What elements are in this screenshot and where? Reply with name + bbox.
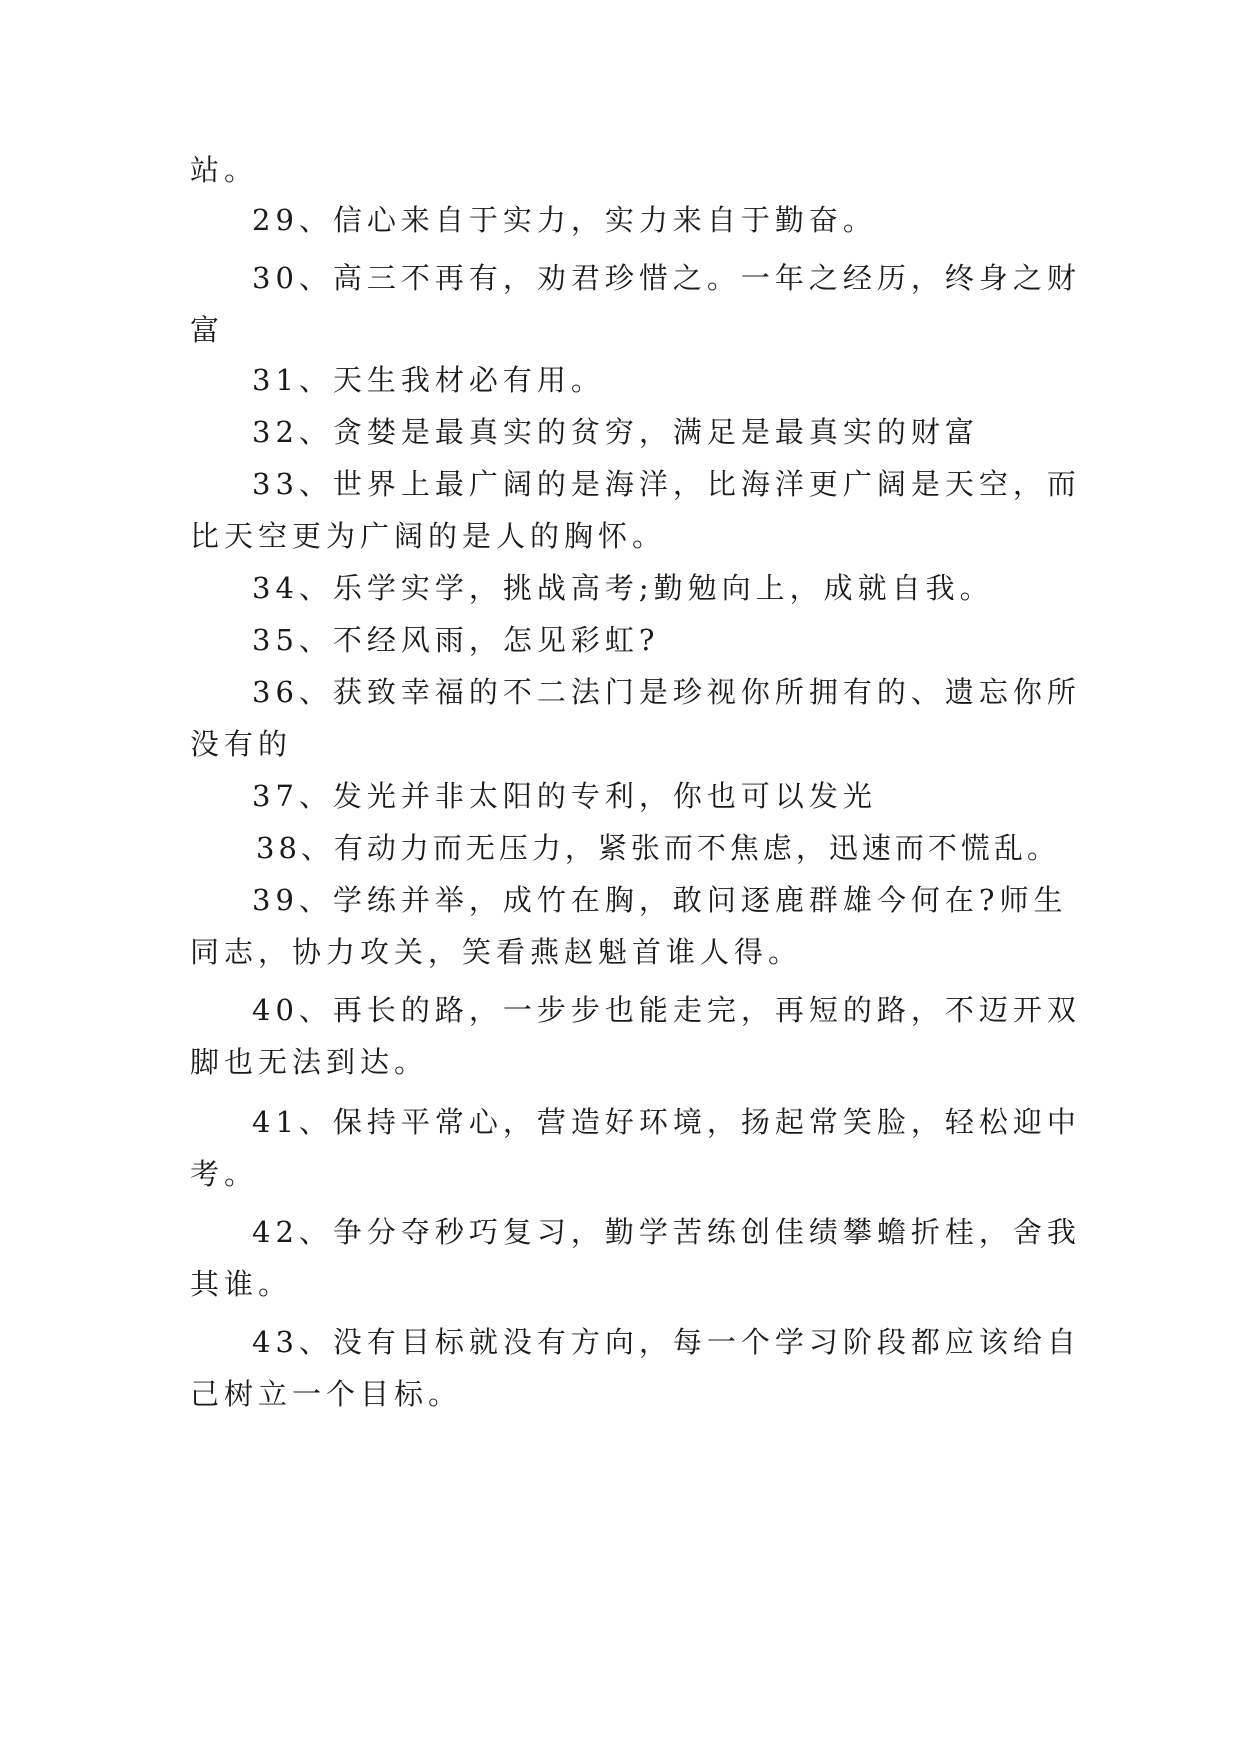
quote-39: 39、学练并举，成竹在胸，敢问逐鹿群雄今何在?师生 bbox=[252, 883, 1068, 917]
quote-39-continuation: 同志，协力攻关，笑看燕赵魁首谁人得。 bbox=[190, 935, 803, 969]
quote-43: 43、没有目标就没有方向，每一个学习阶段都应该给自 bbox=[252, 1325, 1081, 1359]
quote-34: 34、乐学实学，挑战高考;勤勉向上，成就自我。 bbox=[252, 571, 994, 605]
quote-33: 33、世界上最广阔的是海洋，比海洋更广阔是天空，而 bbox=[252, 467, 1081, 501]
quote-35: 35、不经风雨，怎见彩虹? bbox=[252, 623, 660, 657]
quote-31: 31、天生我材必有用。 bbox=[252, 363, 605, 397]
quote-37: 37、发光并非太阳的专利，你也可以发光 bbox=[252, 779, 877, 813]
quote-33-continuation: 比天空更为广阔的是人的胸怀。 bbox=[190, 519, 667, 553]
quote-29: 29、信心来自于实力，实力来自于勤奋。 bbox=[252, 203, 877, 237]
quote-30: 30、高三不再有，劝君珍惜之。一年之经历，终身之财 bbox=[252, 261, 1081, 295]
quote-30-continuation: 富 bbox=[190, 313, 225, 347]
quote-42-continuation: 其谁。 bbox=[190, 1267, 293, 1301]
quote-40: 40、再长的路，一步步也能走完，再短的路，不迈开双 bbox=[252, 993, 1081, 1027]
quote-40-continuation: 脚也无法到达。 bbox=[190, 1045, 429, 1079]
quote-38: 38、有动力而无压力，紧张而不焦虑，迅速而不慌乱。 bbox=[256, 831, 1060, 865]
quote-36: 36、获致幸福的不二法门是珍视你所拥有的、遗忘你所 bbox=[252, 675, 1081, 709]
quote-41-continuation: 考。 bbox=[190, 1157, 259, 1191]
text-line-continuation: 站。 bbox=[190, 153, 259, 187]
quote-36-continuation: 没有的 bbox=[190, 727, 293, 761]
quote-32: 32、贪婪是最真实的贫穷，满足是最真实的财富 bbox=[252, 415, 979, 449]
quote-42: 42、争分夺秒巧复习，勤学苦练创佳绩攀蟾折桂，舍我 bbox=[252, 1215, 1081, 1249]
quote-43-continuation: 己树立一个目标。 bbox=[190, 1377, 463, 1411]
quote-41: 41、保持平常心，营造好环境，扬起常笑脸，轻松迎中 bbox=[252, 1105, 1081, 1139]
